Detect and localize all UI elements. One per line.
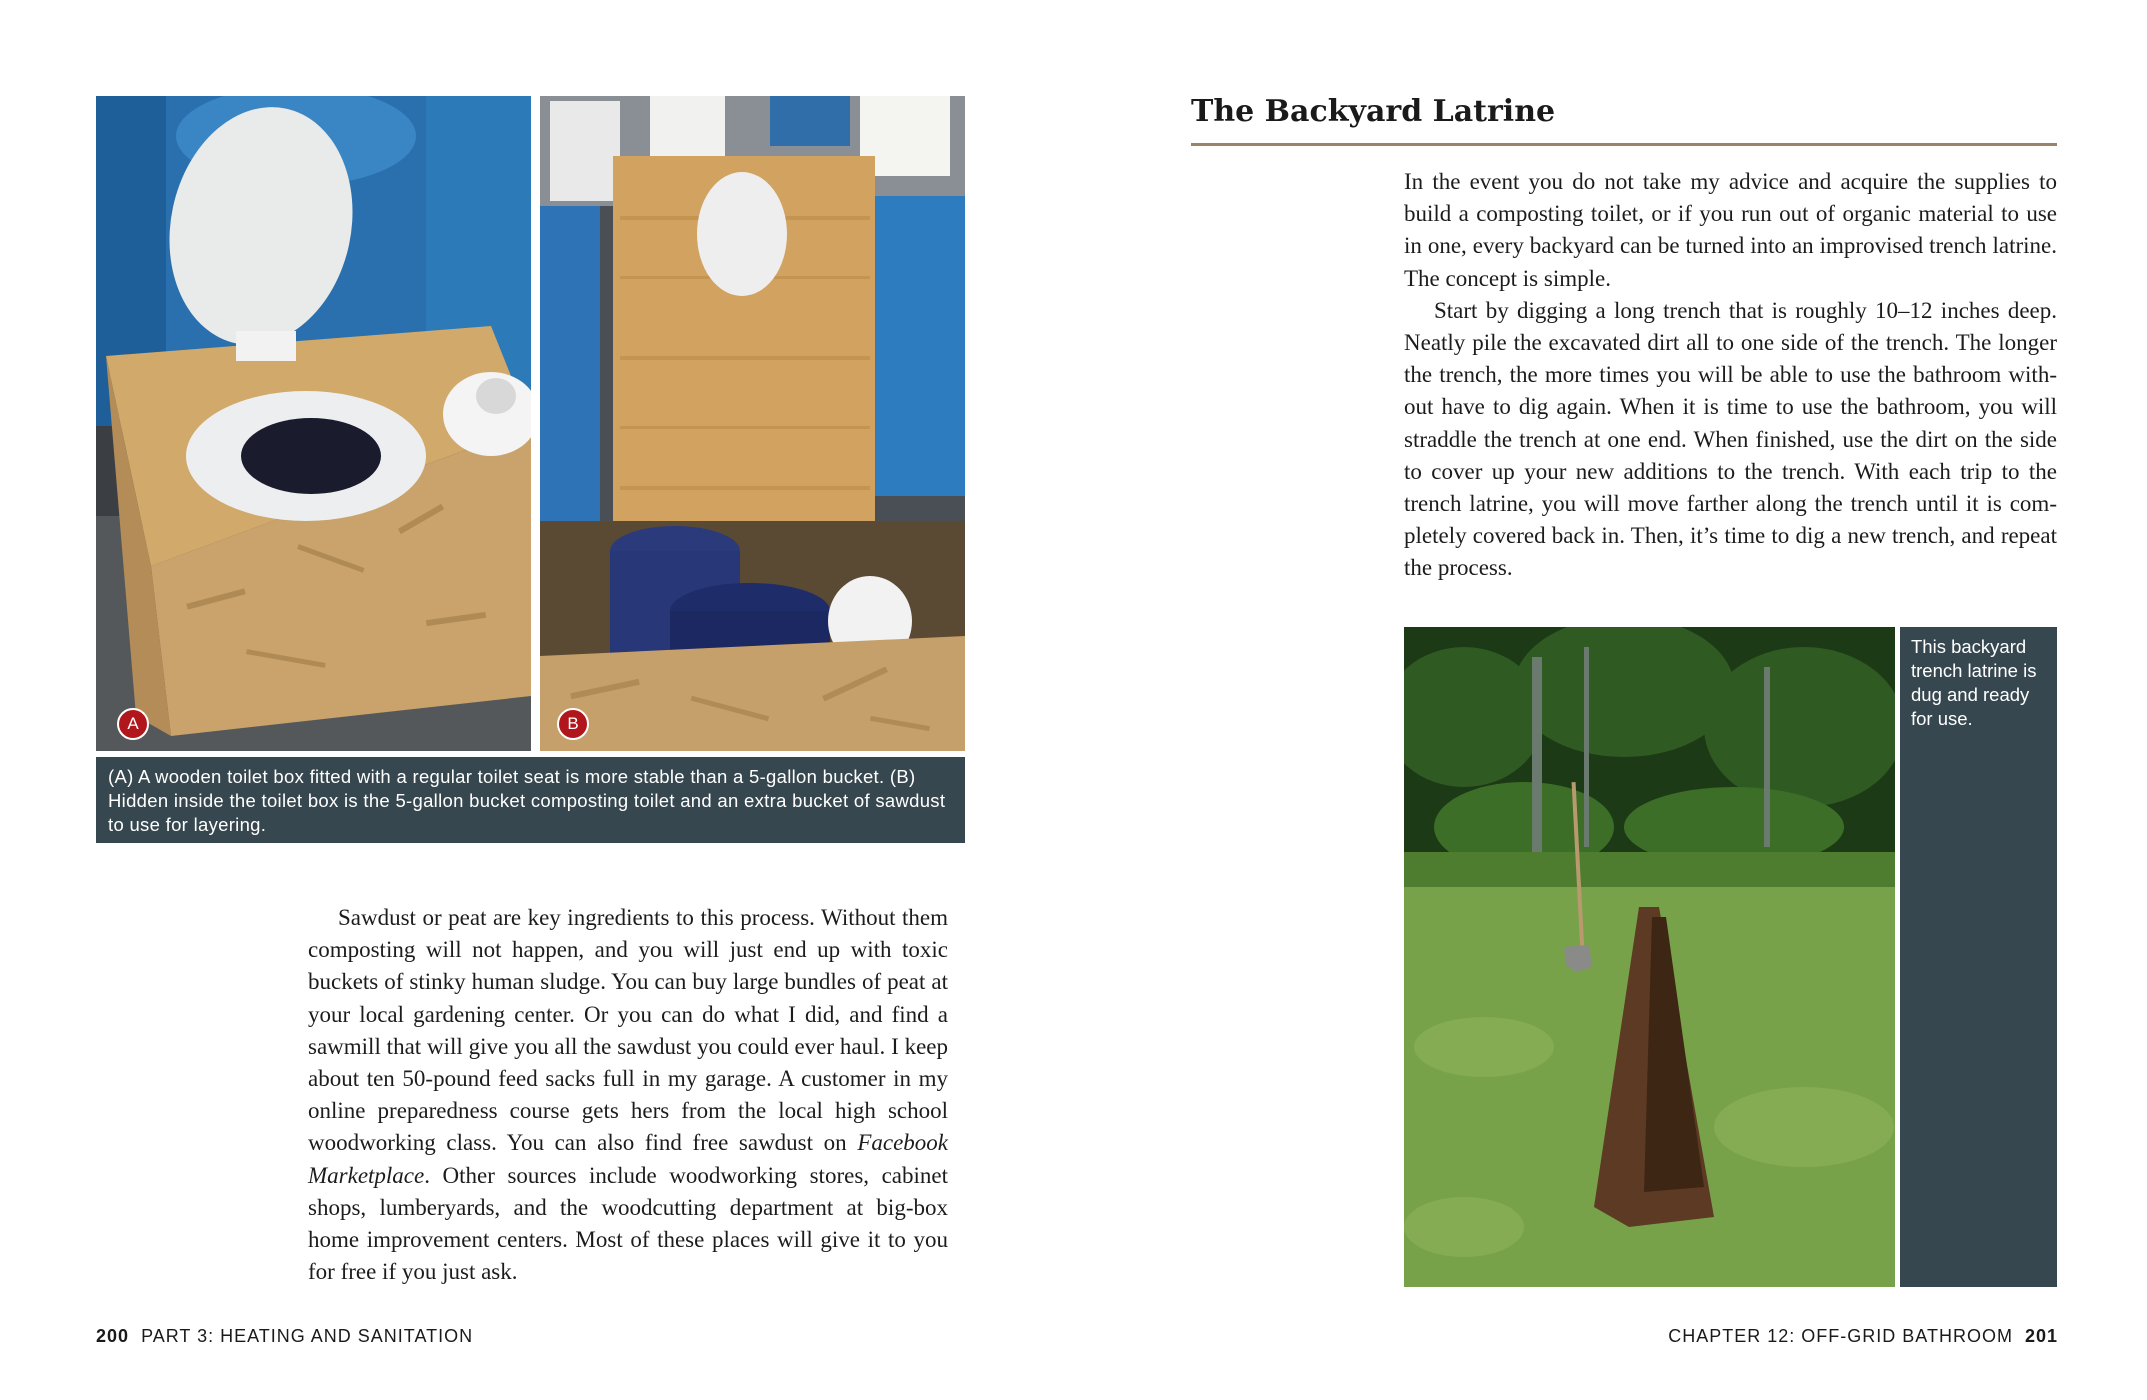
section-title: The Backyard Latrine <box>1191 94 1556 129</box>
right-page <box>1073 0 2147 1400</box>
paragraph-text: Sawdust or peat are key ingredients to this process. Without them composting will not happen, and you will just end up with toxic buckets of stinky human sludge. You can buy large bundles of peat at your local gardening center. Or you can do what I did, and find a sawmill that will give you all the sawdust you could ever haul. I keep about ten 50-pound feed sacks full in my garage. A customer in my online preparedness course gets hers from the local high school woodworking class. You can also find free sawdust on <box>308 905 948 1156</box>
left-body-text <box>308 902 948 1288</box>
left-page <box>0 0 1073 1400</box>
photo-trench-latrine-icon <box>1404 627 1895 1287</box>
photo-a-marker: A <box>117 708 149 740</box>
photo-trench-latrine <box>1404 627 1895 1287</box>
page-number: 201 <box>2024 1326 2058 1346</box>
paragraph-2: Start by digging a long trench that is roughly 10–12 inches deep. Neatly pile the excavated dirt all to one side of the trench. The longer the trench, the more times you will be able to use the bathroom without have to dig again. When it is time to use the bathroom, you will straddle the trench at one end. When finished, use the dirt on the side to cover up your new additions to the trench. With each trip to the trench latrine, you will move farther along the trench until it is completely covered back in. Then, it’s time to dig a new trench, and repeat the process. <box>1404 297 2057 581</box>
paragraph <box>308 902 948 1288</box>
photo-toilet-box-closed-icon <box>96 96 531 751</box>
left-folio <box>96 1326 473 1347</box>
paragraph-text-end: . Other sources include woodworking stores, cabinet shops, lumberyards, and the woodcutting department at big-box home improvement centers. Most of these places will give it to you for free if you just ask. <box>308 1162 948 1285</box>
photo-a-toilet-box <box>96 96 531 751</box>
right-folio <box>1668 1326 2058 1347</box>
page-number: 200 <box>96 1326 130 1346</box>
photo-b-toilet-box-open <box>540 96 965 751</box>
running-head: PART 3: HEATING AND SANITATION <box>141 1326 474 1346</box>
side-caption: This backyard trench latrine is dug and ready for use. <box>1900 627 2057 1287</box>
photo-caption: (A) A wooden toilet box fitted with a regular toilet seat is more stable than a 5-gallon bucket. (B) Hidden inside the toilet box is the 5-gallon bucket composting toilet and an extra bucket of sawdust to use for layering. <box>96 757 965 843</box>
running-head: CHAPTER 12: OFF-GRID BATHROOM <box>1668 1326 2013 1346</box>
photo-b-marker: B <box>557 708 589 740</box>
title-rule <box>1191 143 2057 146</box>
paragraph-italic-text: Facebook Marketplace <box>308 1130 948 1188</box>
photo-toilet-box-open-icon <box>540 96 965 751</box>
paragraph-1: In the event you do not take my advice and acquire the supplies to build a composting toilet, or if you run out of organic material to use in one, every backyard can be turned into an improvised trench latrine. The concept is simple. <box>1404 169 2057 291</box>
right-body-text <box>1404 166 2057 585</box>
